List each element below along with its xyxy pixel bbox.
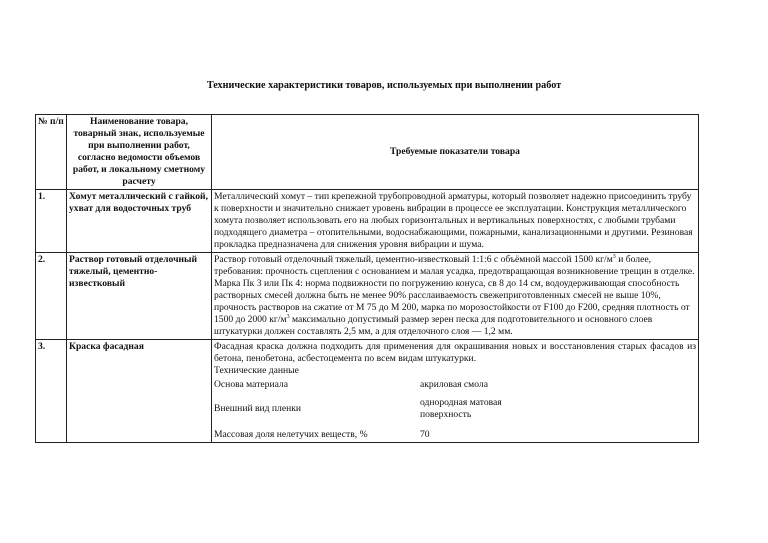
spec-key: Основа материала <box>214 379 288 390</box>
row-product-name: Раствор готовый отделочный тяжелый, цементно-известковый <box>67 253 212 340</box>
spec-value: акриловая смола <box>420 379 488 390</box>
spec-key: Внешний вид пленки <box>214 403 302 414</box>
table-row <box>36 340 699 443</box>
specifications-table <box>35 114 699 443</box>
row-number: 2. <box>36 253 67 340</box>
header-product-name: Наименование товара, товарный знак, используемые при выполнении работ, согласно ведомости объемов работ, и локальному сметному расчету <box>67 115 212 190</box>
spec-value: однородная матовая поверхность <box>420 397 502 420</box>
spec-item <box>214 397 696 421</box>
description-part: максимально допустимый размер зерен песка для подготовительного и основного слоев штукатурки должен составлять 2,5 мм, а для отделочного слоя — 1,2 мм. <box>214 314 653 337</box>
description-part: Раствор готовый отделочный тяжелый, цементно-известковый 1:1:6 с объёмной массой 1500 кг/м <box>214 254 613 265</box>
header-requirements: Требуемые показатели товара <box>212 115 699 190</box>
row-product-name: Краска фасадная <box>67 340 212 443</box>
spec-key: Массовая доля нелетучих веществ, % <box>214 429 368 440</box>
tech-data-heading: Технические данные <box>214 365 299 376</box>
row-description-cell <box>212 340 699 443</box>
description-part: и более, требования: прочность сцепления с основанием и малая усадка, предотвращающая возникновение трещин в отделке. Марка Пк 3 или Пк 4: норма подвижности по погружению конуса, св 8 до 14 см, водоудерживающая способность растворных смесей должна быть не менее 90% расслаиваемость свежеприготовленных смесей не выше 10%, прочность растворов на сжатие от М 75 до М 200, марка по морозостойкости от F100 до F200, средняя плотность от 1500 до 2000 кг/м <box>214 254 695 325</box>
row-description <box>212 253 699 340</box>
document-title: Технические характеристики товаров, используемых при выполнении работ <box>206 80 562 91</box>
spec-item <box>214 429 696 441</box>
row-description: Металлический хомут – тип крепежной трубопроводной арматуры, который позволяет надежно присоединить трубу к поверхности и значительно снижает уровень вибрации в процессе ее эксплуатации. Конструкция металлического хомута позволяет использовать его на любых горизонтальных и вертикальных поверхностях, с любыми трубами подходящего диаметра – отопительными, водоснабжающими, пожарными, канализационными и другими. Резиновая прокладка предназначена для снижения уровня вибрации и шума. <box>212 190 699 253</box>
spec-item <box>214 379 696 391</box>
row-number: 1. <box>36 190 67 253</box>
row-product-name: Хомут металлический с гайкой, ухват для водосточных труб <box>67 190 212 253</box>
table-row <box>36 253 699 340</box>
superscript: 3 <box>286 313 290 320</box>
table-row <box>36 190 699 253</box>
row-number: 3. <box>36 340 67 443</box>
table-header-row <box>36 115 699 190</box>
row-description: Фасадная краска должна подходить для применения для окрашивания новых и восстановления старых фасадов из бетона, пенобетона, асбестоцемента по всем видам штукатурки. <box>214 341 696 364</box>
spec-value: 70 <box>420 429 430 440</box>
header-number: № п/п <box>36 115 67 190</box>
superscript: 3 <box>612 253 616 260</box>
